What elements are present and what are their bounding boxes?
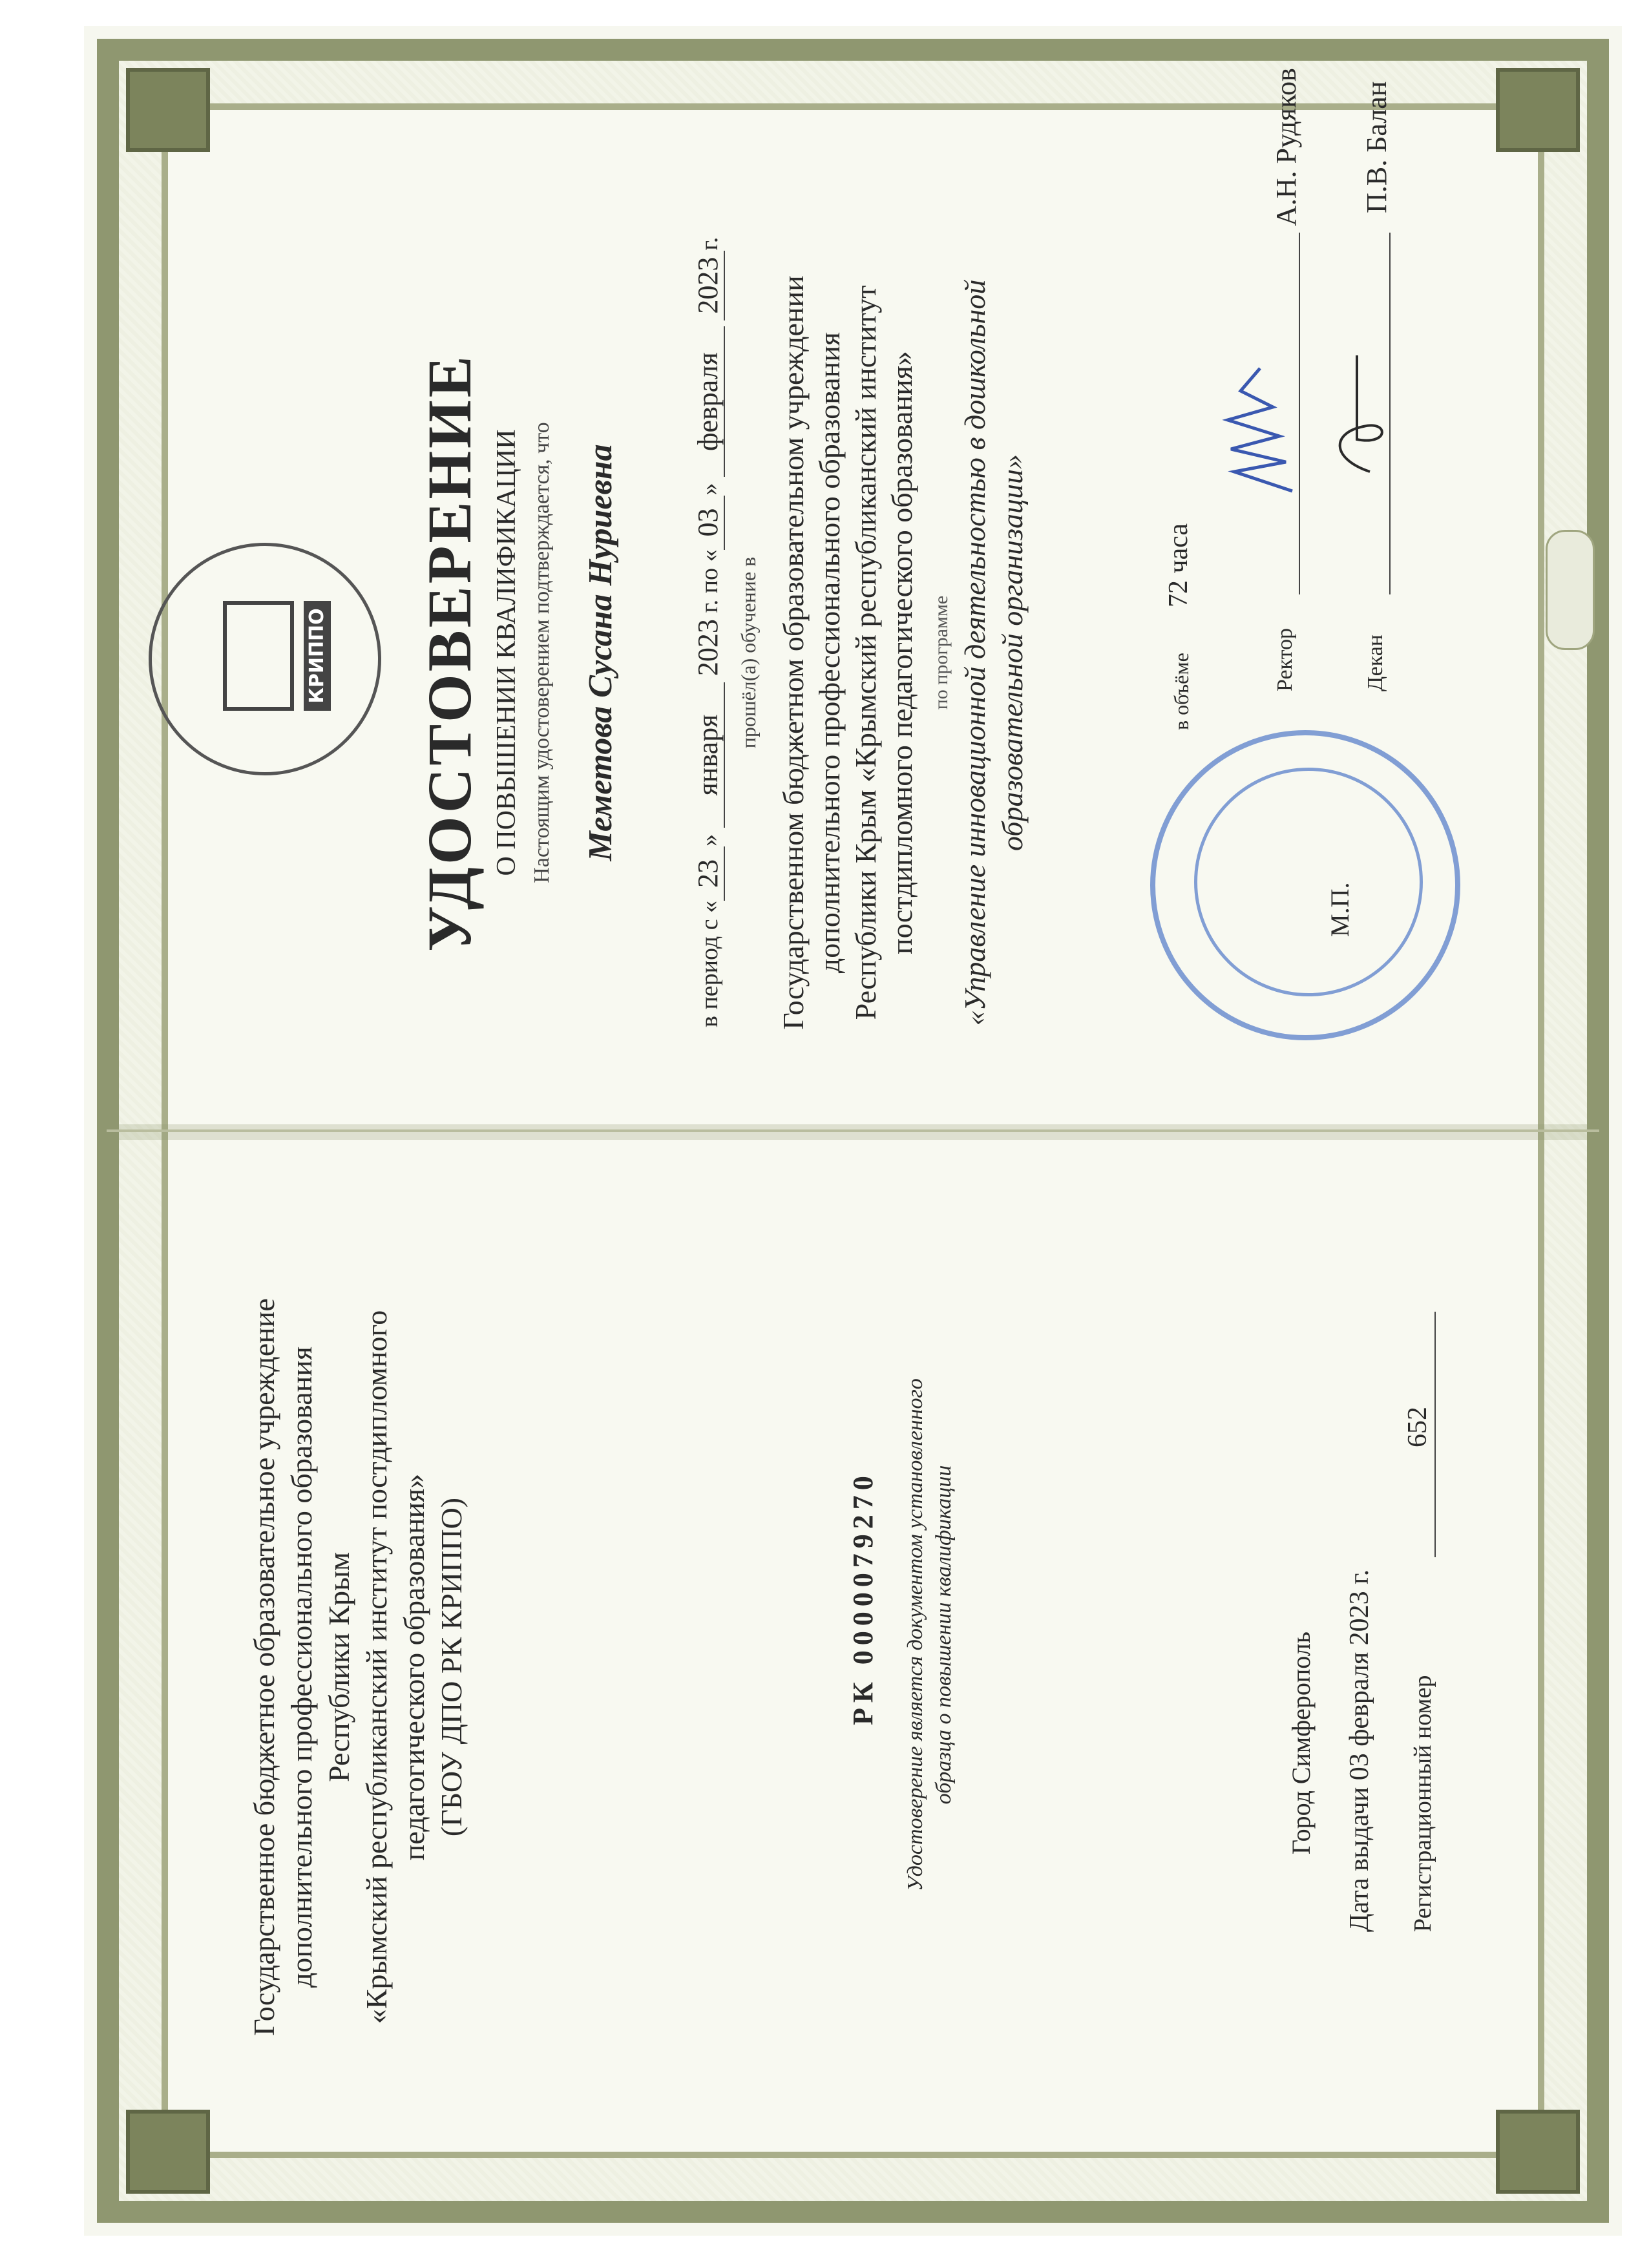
study-period — [691, 237, 724, 1027]
dean-label: Декан — [1363, 635, 1387, 691]
program-line: образовательной организации» — [996, 454, 1029, 852]
note-line: образца о повышении квалификации — [932, 1465, 956, 1805]
logo-text: КРИППО — [304, 601, 331, 711]
period-sep: » — [696, 834, 723, 846]
rector-label: Ректор — [1273, 627, 1297, 691]
program-block — [956, 252, 1031, 1053]
dean-signature — [1318, 330, 1396, 485]
issue-date: Дата выдачи 03 февраля 2023 г. — [1345, 1569, 1374, 1932]
period-month-from: января — [692, 682, 725, 828]
institution-line: «Крымский республиканский институт постдипломного — [360, 1310, 393, 2024]
institution-line: Республики Крым — [322, 1552, 355, 1782]
organization-block — [775, 252, 920, 1053]
dean-name: П.В. Балан — [1361, 81, 1392, 213]
period-year-to: 2023 — [692, 251, 725, 320]
period-sep: » — [696, 483, 723, 496]
program-line: «Управление инновационной деятельностью в дошкольной — [958, 279, 991, 1026]
rector-name: А.Н. Рудяков — [1270, 68, 1302, 226]
period-month-to: февраля — [692, 326, 725, 477]
institution-block — [246, 1247, 470, 2087]
organization-line: Государственном бюджетном образовательном учреждении — [777, 275, 810, 1030]
registration-label: Регистрационный номер — [1409, 1675, 1436, 1932]
period-prefix: в период с « — [696, 900, 723, 1027]
period-suffix: г. — [696, 236, 723, 251]
certificate-title: УДОСТОВЕРЕНИЕ — [415, 353, 484, 952]
rector-signature — [1215, 317, 1305, 498]
organization-line: дополнительного профессионального образования — [813, 331, 846, 974]
period-day-from: 23 — [692, 846, 725, 901]
registration-number: 652 — [1403, 1407, 1433, 1447]
recipient-name: Меметова Сусана Нуриевна — [582, 444, 619, 861]
document-note — [901, 1279, 958, 1990]
confirmation-text: Настоящим удостоверением подтверждается, что — [530, 422, 554, 883]
building-icon — [223, 601, 294, 711]
program-label: по программе — [930, 595, 952, 710]
period-sep: г. по « — [696, 549, 723, 613]
certificate-subtitle: О ПОВЫШЕНИИ КВАЛИФИКАЦИИ — [492, 429, 521, 876]
series-number: РК 0000079270 — [847, 1471, 879, 1725]
organization-line: постдипломного педагогического образования» — [885, 351, 918, 954]
city-label: Город Симферополь — [1287, 1632, 1316, 1854]
stamp-place-label: М.П. — [1325, 882, 1354, 937]
krippo-logo — [149, 543, 381, 775]
institution-line: (ГБОУ ДПО РК КРИППО) — [435, 1497, 468, 1837]
institution-line: дополнительного профессионального образования — [285, 1346, 318, 1988]
passed-text: прошёл(а) обучение в — [737, 556, 760, 749]
volume-value: 72 часа — [1164, 523, 1193, 607]
note-line: Удостоверение является документом установленного — [903, 1378, 927, 1891]
institution-line: педагогического образования» — [397, 1473, 430, 1861]
organization-line: Республики Крым «Крымский республиканский институт — [849, 285, 882, 1020]
period-day-to: 03 — [692, 496, 725, 550]
period-year-prefix: 202 — [692, 633, 724, 677]
period-year-from: 3 — [692, 619, 724, 634]
registration-underline — [1434, 1312, 1436, 1557]
official-seal — [1150, 730, 1460, 1040]
institution-line: Государственное бюджетное образовательное учреждение — [247, 1298, 280, 2036]
volume-label: в объёме — [1170, 653, 1193, 730]
